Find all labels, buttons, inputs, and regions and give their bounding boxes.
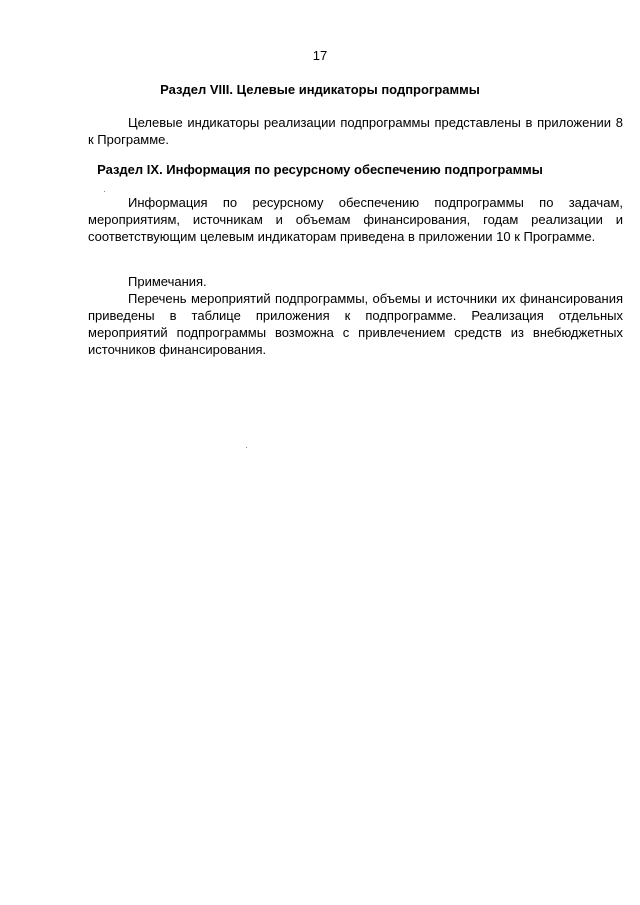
scan-speck <box>246 447 247 448</box>
notes-title: Примечания. <box>128 274 207 289</box>
section-8-paragraph: Целевые индикаторы реализации подпрограммы представлены в приложении 8 к Программе. <box>88 115 623 147</box>
page-number: 17 <box>312 48 328 63</box>
section-9-heading: Раздел IX. Информация по ресурсному обеспечению подпрограммы <box>97 162 543 177</box>
section-9-paragraph: Информация по ресурсному обеспечению подпрограммы по задачам, мероприятиям, источникам и объемам финансирования, годам реализации и соответствующим целевым индикаторам приведена в приложении 10 к Программе. <box>88 195 623 244</box>
notes-paragraph: Перечень мероприятий подпрограммы, объемы и источники их финансирования приведены в таблице приложения к подпрограмме. Реализация отдельных мероприятий подпрограммы возможна с привлечением средств из внебюджетных источников финансирования. <box>88 291 623 357</box>
scan-speck <box>104 191 105 192</box>
section-8-heading: Раздел VIII. Целевые индикаторы подпрограммы <box>160 82 480 97</box>
